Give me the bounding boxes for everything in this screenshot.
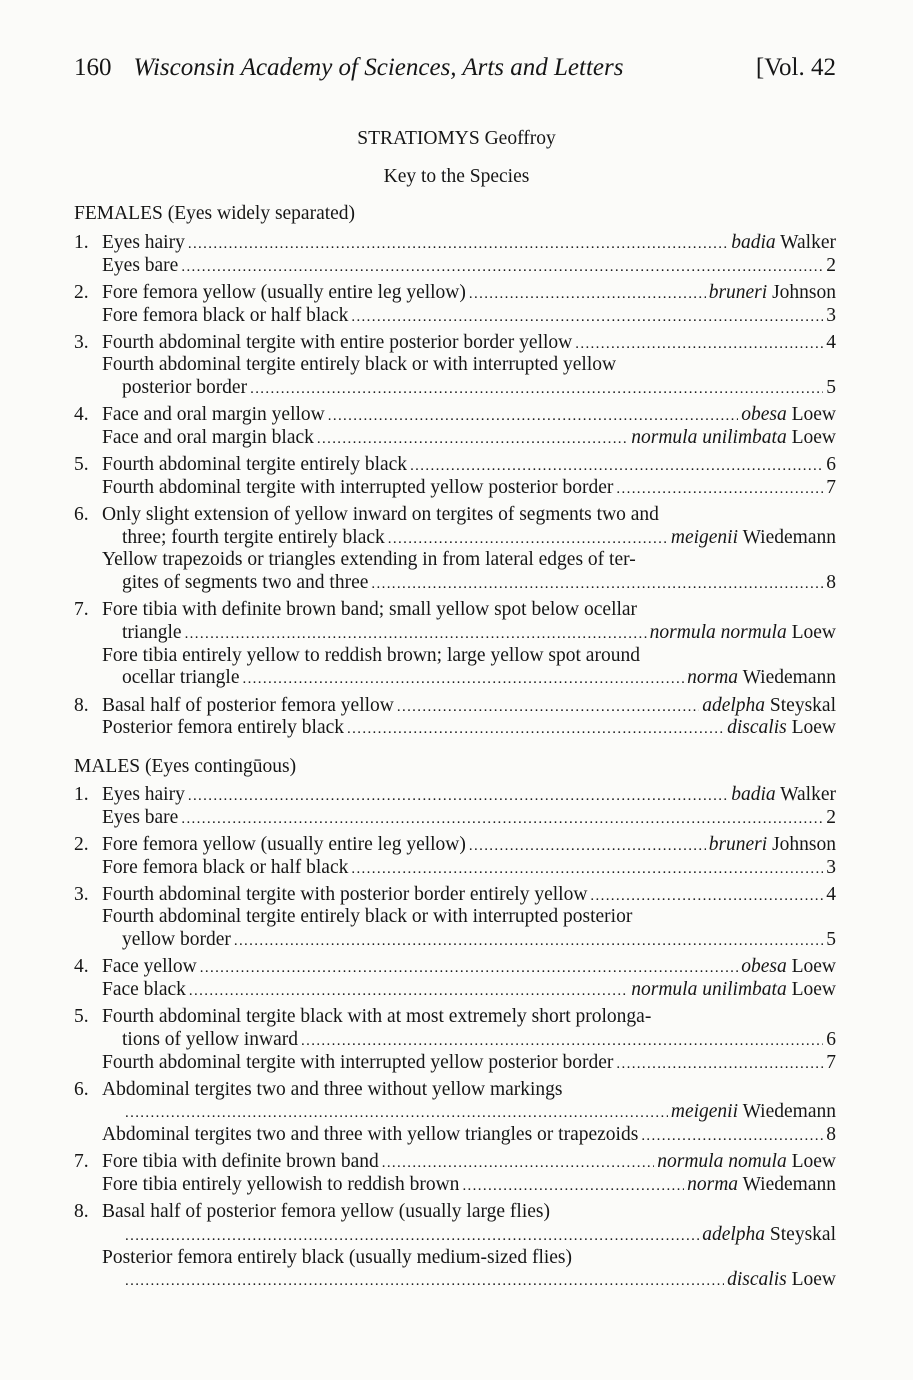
couplet-number: 7. bbox=[74, 1151, 89, 1173]
key-line bbox=[74, 255, 836, 278]
key-result bbox=[687, 1174, 836, 1197]
key-text: Posterior femora entirely black (usually medium-sized flies) bbox=[102, 1246, 573, 1268]
couplet-number: 4. bbox=[74, 404, 89, 426]
leader-dots bbox=[125, 1270, 724, 1293]
species-name: meigenii bbox=[670, 526, 739, 548]
key-text: Fore femora yellow (usually entire leg yellow) bbox=[102, 281, 466, 303]
key-result bbox=[826, 857, 836, 880]
leader-dots bbox=[469, 283, 706, 306]
key-line bbox=[74, 1201, 836, 1224]
leader-dots bbox=[188, 233, 728, 256]
species-author: Loew bbox=[791, 956, 836, 978]
key-line bbox=[74, 956, 836, 979]
couplet-number: 4. bbox=[74, 956, 89, 978]
key-text: Fourth abdominal tergite with posterior border entirely yellow bbox=[102, 883, 588, 905]
couplet-number: 1. bbox=[74, 784, 89, 805]
leader-dots bbox=[317, 428, 628, 451]
leader-dots bbox=[397, 696, 699, 719]
key-line bbox=[74, 622, 836, 645]
key-line bbox=[74, 1029, 836, 1052]
key-line bbox=[74, 1006, 836, 1029]
key-text: Fourth abdominal tergite with interrupted yellow posterior border bbox=[102, 476, 614, 498]
species-author: Loew bbox=[791, 979, 836, 1000]
leader-dots bbox=[301, 1030, 823, 1053]
leader-dots bbox=[462, 1175, 684, 1198]
lead-to-number: 7 bbox=[826, 476, 836, 498]
key-text: Eyes bare bbox=[102, 806, 179, 828]
key-text: Eyes hairy bbox=[102, 232, 185, 253]
key-line bbox=[74, 929, 836, 952]
key-text: Fore femora yellow (usually entire leg yellow) bbox=[102, 833, 466, 855]
species-author: Loew bbox=[791, 1151, 836, 1173]
key-result bbox=[731, 232, 836, 255]
species-name: badia bbox=[731, 232, 776, 253]
genus-heading: STRATIOMYS Geoffroy bbox=[357, 128, 556, 149]
key-result bbox=[826, 255, 836, 278]
leader-dots bbox=[200, 957, 738, 980]
males-heading: MALES (Eyes contingūous) bbox=[74, 756, 297, 777]
key-result bbox=[826, 377, 836, 400]
key-line bbox=[74, 1174, 836, 1197]
key-line bbox=[74, 599, 836, 622]
leader-dots bbox=[351, 306, 823, 329]
key-couplet bbox=[74, 695, 836, 740]
key-text: Fore tibia with definite brown band; small yellow spot below ocellar bbox=[102, 599, 638, 621]
lead-to-number: 8 bbox=[826, 1124, 836, 1146]
key-text: Fore tibia with definite brown band bbox=[102, 1151, 379, 1173]
key-result bbox=[631, 427, 836, 450]
key-result bbox=[826, 807, 836, 830]
leader-dots bbox=[185, 623, 647, 646]
key-text: Abdominal tergites two and three without yellow markings bbox=[102, 1078, 563, 1100]
species-author: Steyskal bbox=[769, 1223, 836, 1245]
species-name: normula unilimbata bbox=[631, 979, 787, 1000]
couplet-number: 3. bbox=[74, 331, 89, 353]
key-result bbox=[650, 622, 836, 645]
lead-to-number: 3 bbox=[826, 304, 836, 326]
volume-label: [Vol. 42 bbox=[755, 54, 836, 81]
key-text: Eyes hairy bbox=[102, 784, 185, 805]
species-name: norma bbox=[687, 667, 739, 689]
key-result bbox=[826, 332, 836, 355]
leader-dots bbox=[181, 256, 823, 279]
key-text: posterior border bbox=[122, 377, 248, 399]
species-author: Wiedemann bbox=[742, 667, 836, 689]
key-couplet bbox=[74, 599, 836, 690]
key-result bbox=[826, 884, 836, 907]
key-text: yellow border bbox=[122, 929, 231, 951]
key-line bbox=[74, 1124, 836, 1147]
lead-to-number: 5 bbox=[826, 929, 836, 951]
lead-to-number: 6 bbox=[826, 454, 836, 476]
key-couplet bbox=[74, 956, 836, 1001]
key-text: Abdominal tergites two and three with yellow triangles or trapezoids bbox=[102, 1124, 639, 1146]
species-name: normula normula bbox=[649, 622, 787, 643]
species-author: Walker bbox=[780, 232, 836, 253]
key-text: Fore femora black or half black bbox=[102, 304, 349, 326]
lead-to-number: 8 bbox=[826, 572, 836, 594]
species-author: Loew bbox=[791, 622, 836, 643]
females-key bbox=[74, 232, 836, 744]
key-text: Basal half of posterior femora yellow (usually large flies) bbox=[102, 1201, 550, 1223]
key-result bbox=[826, 454, 836, 477]
couplet-number: 8. bbox=[74, 1201, 89, 1223]
species-name: discalis bbox=[727, 1269, 787, 1291]
leader-dots bbox=[575, 333, 823, 356]
couplet-number: 6. bbox=[74, 1078, 89, 1100]
key-text: Fourth abdominal tergite with interrupted yellow posterior border bbox=[102, 1051, 614, 1073]
key-result bbox=[687, 667, 836, 690]
key-text: Face black bbox=[102, 979, 186, 1000]
key-text: Fore tibia entirely yellowish to reddish brown bbox=[102, 1174, 460, 1195]
key-result bbox=[671, 527, 836, 550]
species-name: bruneri bbox=[708, 833, 768, 855]
species-author: Wiedemann bbox=[742, 526, 836, 548]
couplet-number: 1. bbox=[74, 232, 89, 253]
key-text: gites of segments two and three bbox=[122, 572, 369, 594]
leader-dots bbox=[234, 930, 823, 953]
leader-dots bbox=[351, 858, 823, 881]
key-line bbox=[74, 645, 836, 668]
leader-dots bbox=[125, 1102, 668, 1125]
species-name: meigenii bbox=[670, 1101, 739, 1123]
key-line bbox=[74, 857, 836, 880]
leader-dots bbox=[616, 478, 823, 501]
key-line bbox=[74, 884, 836, 907]
leader-dots bbox=[641, 1125, 823, 1148]
leader-dots bbox=[382, 1152, 655, 1175]
key-result bbox=[709, 282, 836, 305]
key-line bbox=[74, 1269, 836, 1292]
leader-dots bbox=[371, 573, 823, 596]
key-text: Face and oral margin yellow bbox=[102, 404, 325, 426]
key-line bbox=[74, 454, 836, 477]
species-name: obesa bbox=[741, 956, 787, 978]
key-result bbox=[727, 717, 836, 740]
key-text: Fourth abdominal tergite black with at most extremely short prolonga- bbox=[102, 1006, 652, 1028]
leader-dots bbox=[616, 1053, 823, 1076]
key-line bbox=[74, 572, 836, 595]
leader-dots bbox=[410, 455, 823, 478]
key-couplet bbox=[74, 1151, 836, 1196]
key-line bbox=[74, 332, 836, 355]
key-heading: Key to the Species bbox=[383, 166, 530, 187]
key-line bbox=[74, 477, 836, 500]
key-result bbox=[826, 1124, 836, 1147]
key-couplet bbox=[74, 884, 836, 952]
key-text: Fourth abdominal tergite entirely black bbox=[102, 454, 408, 476]
key-couplet bbox=[74, 282, 836, 327]
key-result bbox=[657, 1151, 836, 1174]
leader-dots bbox=[242, 668, 684, 691]
key-couplet bbox=[74, 332, 836, 400]
lead-to-number: 4 bbox=[826, 883, 836, 905]
key-text: Fourth abdominal tergite with entire posterior border yellow bbox=[102, 331, 573, 353]
males-key bbox=[74, 784, 836, 1296]
species-name: bruneri bbox=[708, 281, 768, 303]
key-text: Basal half of posterior femora yellow bbox=[102, 694, 394, 716]
species-name: adelpha bbox=[702, 1223, 766, 1245]
species-name: discalis bbox=[727, 717, 787, 739]
species-author: Wiedemann bbox=[742, 1101, 836, 1123]
key-line bbox=[74, 1079, 836, 1102]
key-line bbox=[74, 695, 836, 718]
species-author: Loew bbox=[791, 717, 836, 739]
key-line bbox=[74, 549, 836, 572]
key-result bbox=[826, 477, 836, 500]
key-couplet bbox=[74, 784, 836, 829]
page-number: 160 bbox=[74, 54, 112, 81]
key-text: Fore tibia entirely yellow to reddish brown; large yellow spot around bbox=[102, 644, 640, 666]
species-author: Steyskal bbox=[769, 694, 836, 716]
key-line bbox=[74, 1052, 836, 1075]
couplet-number: 2. bbox=[74, 833, 89, 855]
species-name: normula nomula bbox=[657, 1151, 787, 1173]
species-name: obesa bbox=[741, 404, 787, 426]
species-author: Johnson bbox=[772, 833, 836, 855]
key-couplet bbox=[74, 1201, 836, 1292]
key-line bbox=[74, 667, 836, 690]
running-header bbox=[74, 54, 836, 82]
key-result bbox=[702, 1224, 836, 1247]
key-couplet bbox=[74, 504, 836, 595]
key-line bbox=[74, 717, 836, 740]
couplet-number: 8. bbox=[74, 694, 89, 716]
key-text: Yellow trapezoids or triangles extending in from lateral edges of ter- bbox=[102, 549, 636, 571]
key-text: triangle bbox=[122, 622, 182, 643]
key-text: Posterior femora entirely black bbox=[102, 717, 345, 739]
key-text: Fore femora black or half black bbox=[102, 856, 349, 878]
species-name: badia bbox=[731, 784, 776, 805]
key-text: Face and oral margin black bbox=[102, 427, 314, 448]
key-result bbox=[631, 979, 836, 1002]
species-author: Loew bbox=[791, 404, 836, 426]
leader-dots bbox=[125, 1225, 699, 1248]
lead-to-number: 5 bbox=[826, 377, 836, 399]
key-line bbox=[74, 527, 836, 550]
leader-dots bbox=[189, 980, 628, 1003]
leader-dots bbox=[181, 808, 823, 831]
key-result bbox=[702, 695, 836, 718]
leader-dots bbox=[250, 378, 823, 401]
key-couplet bbox=[74, 834, 836, 879]
key-couplet bbox=[74, 1006, 836, 1074]
key-line bbox=[74, 807, 836, 830]
leader-dots bbox=[188, 785, 728, 808]
key-line bbox=[74, 979, 836, 1002]
key-couplet bbox=[74, 454, 836, 499]
females-heading: FEMALES (Eyes widely separated) bbox=[74, 203, 356, 224]
couplet-number: 5. bbox=[74, 454, 89, 476]
key-text: ocellar triangle bbox=[122, 667, 240, 689]
key-line bbox=[74, 1247, 836, 1270]
key-line bbox=[74, 282, 836, 305]
leader-dots bbox=[388, 528, 668, 551]
key-text: Eyes bare bbox=[102, 254, 179, 276]
lead-to-number: 4 bbox=[826, 331, 836, 353]
key-line bbox=[74, 834, 836, 857]
key-line bbox=[74, 427, 836, 450]
key-text: Fourth abdominal tergite entirely black or with interrupted yellow bbox=[102, 354, 617, 376]
species-author: Wiedemann bbox=[742, 1174, 836, 1195]
key-line bbox=[74, 1101, 836, 1124]
lead-to-number: 3 bbox=[826, 856, 836, 878]
key-line bbox=[74, 377, 836, 400]
key-line bbox=[74, 784, 836, 807]
key-result bbox=[826, 572, 836, 595]
key-couplet bbox=[74, 232, 836, 277]
key-text: three; fourth tergite entirely black bbox=[122, 526, 385, 548]
key-couplet bbox=[74, 404, 836, 449]
key-line bbox=[74, 906, 836, 929]
leader-dots bbox=[590, 885, 823, 908]
leader-dots bbox=[347, 718, 724, 741]
journal-title: Wisconsin Academy of Sciences, Arts and Letters bbox=[133, 54, 624, 81]
key-text: Face yellow bbox=[102, 956, 197, 978]
species-author: Johnson bbox=[772, 281, 836, 303]
key-text: Only slight extension of yellow inward on tergites of segments two and bbox=[102, 504, 659, 526]
species-name: normula unilimbata bbox=[631, 427, 787, 448]
key-line bbox=[74, 232, 836, 255]
key-result bbox=[826, 1052, 836, 1075]
couplet-number: 6. bbox=[74, 504, 89, 526]
couplet-number: 2. bbox=[74, 281, 89, 303]
lead-to-number: 2 bbox=[826, 254, 836, 276]
couplet-number: 3. bbox=[74, 883, 89, 905]
key-line bbox=[74, 504, 836, 527]
key-result bbox=[709, 834, 836, 857]
couplet-number: 7. bbox=[74, 599, 89, 621]
key-line bbox=[74, 1151, 836, 1174]
key-result bbox=[741, 404, 836, 427]
key-result bbox=[826, 1029, 836, 1052]
key-line bbox=[74, 1224, 836, 1247]
key-result bbox=[727, 1269, 836, 1292]
leader-dots bbox=[469, 835, 706, 858]
lead-to-number: 6 bbox=[826, 1028, 836, 1050]
key-line bbox=[74, 354, 836, 377]
leader-dots bbox=[328, 405, 738, 428]
species-name: adelpha bbox=[702, 694, 766, 716]
key-couplet bbox=[74, 1079, 836, 1147]
key-result bbox=[671, 1101, 836, 1124]
lead-to-number: 7 bbox=[826, 1051, 836, 1073]
couplet-number: 5. bbox=[74, 1006, 89, 1028]
species-name: norma bbox=[687, 1174, 739, 1195]
key-result bbox=[741, 956, 836, 979]
key-line bbox=[74, 404, 836, 427]
key-text: tions of yellow inward bbox=[122, 1028, 299, 1050]
key-text: Fourth abdominal tergite entirely black or with interrupted posterior bbox=[102, 906, 633, 928]
key-result bbox=[826, 929, 836, 952]
key-result bbox=[731, 784, 836, 807]
species-author: Loew bbox=[791, 427, 836, 448]
lead-to-number: 2 bbox=[826, 806, 836, 828]
species-author: Loew bbox=[791, 1269, 836, 1291]
key-line bbox=[74, 305, 836, 328]
key-result bbox=[826, 305, 836, 328]
species-author: Walker bbox=[780, 784, 836, 805]
